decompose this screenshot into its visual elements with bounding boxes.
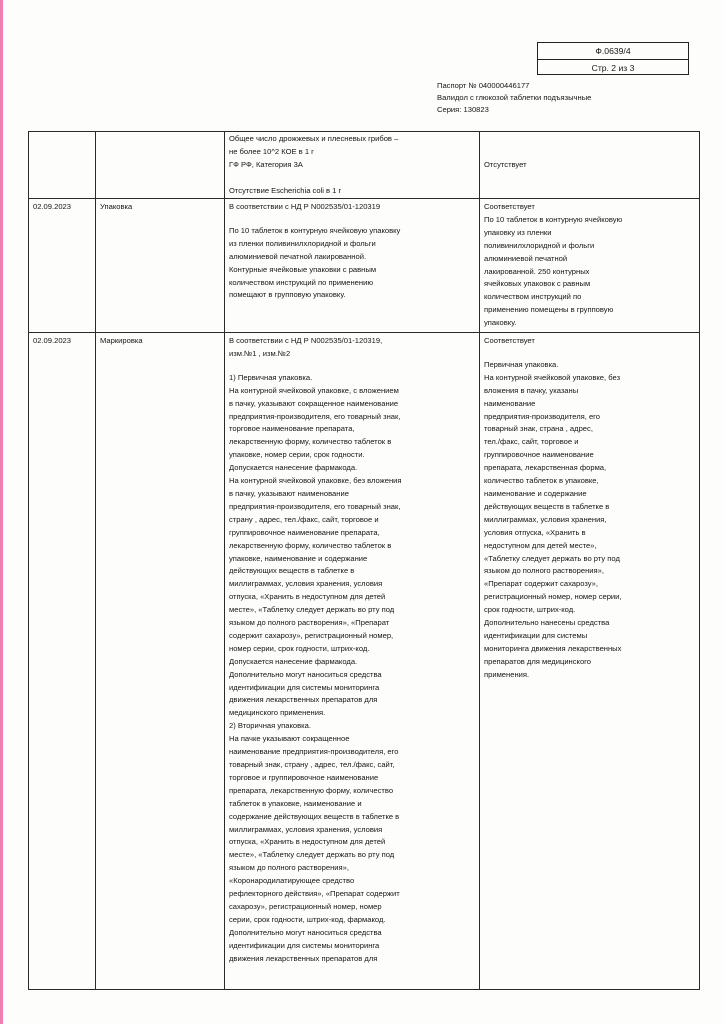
spacer <box>484 348 695 359</box>
result-text: Первичная упаковка. На контурной ячейковой упаковке, без вложения в пачку, указаны наименование предприятия-производителя, его товарный знак, страна , адрес, тел./факс, сайт, торговое и группировочное наименование препарата, лекарственная форма, количество таблеток в упаковке, наименование и содержание действующих веществ в таблетке в миллиграммах, условия хранения, условия отпуска, «Хранить в недоступном для детей месте», «Таблетку следует держать во рту под языком до полного растворения», «Препарат содержит сахарозу», регистрационный номер, номер серии, срок годности, штрих-код. Дополнительно нанесены средства идентификации для системы мониторинга движения лекарственных препаратов для медицинского применения. <box>484 359 622 679</box>
spacer <box>229 214 475 225</box>
analysis-table <box>28 131 700 990</box>
page-edge-stripe <box>0 0 3 1024</box>
indicator-cell: Маркировка <box>96 333 225 990</box>
result-text: Соответствует По 10 таблеток в контурную ячейковую упаковку из пленки поливинилхлоридной и фольги алюминиевой печатной лакированной. 250 контурных ячейковых упаковок с равным количеством инструкций по применению помещены в групповую упаковку. <box>484 202 623 328</box>
passport-header <box>437 80 591 116</box>
requirement-cell <box>225 132 480 199</box>
result-text: Отсутствует <box>484 160 527 169</box>
date-cell: 02.09.2023 <box>29 199 96 333</box>
table-row <box>29 199 700 333</box>
date-cell: 02.09.2023 <box>29 333 96 990</box>
result-cell <box>480 333 700 990</box>
form-code-box <box>537 42 689 75</box>
table-row <box>29 132 700 199</box>
requirement-text: 1) Первичная упаковка. На контурной ячейковой упаковке, с вложением в пачку, указывают сокращенное наименование предприятия-производителя, его товарный знак, торговое наименование препарата, лекарственную форму, количество таблеток в упаковке, номер серии, срок годности. Допускается нанесение фармакода. На контурной ячейковой упаковке, без вложения в пачку, указывают наименование предприятия-производителя, его товарный знак, страну , адрес, тел./факс, сайт, торговое и группировочное наименование препарата, лекарственную форму, количество таблеток в упаковке, наименование и содержание действующих веществ в таблетке в миллиграммах, условия хранения, условия отпуска, «Хранить в недоступном для детей месте», «Таблетку следует держать во рту под языком до полного растворения», «Препарат содержит сахарозу», регистрационный номер, номер серии, срок годности, штрих-код. Допускается нанесение фармакода. Дополнительно могут наноситься средства идентификации для системы мониторинга движения лекарственных препаратов для медицинского применения. 2) Вторичная упаковка. На пачке указывают сокращенное наименование предприятия-производителя, его товарный знак, страну , адрес, тел./факс, сайт, торговое и группировочное наименование препарата, лекарственную форму, количество таблеток в упаковке, наименование и содержание действующих веществ в таблетке в миллиграммах, условия хранения, условия отпуска, «Хранить в недоступном для детей месте», «Таблетку следует держать во рту под языком до полного растворения», «Коронародилатирующее средство рефлекторного действия», «Препарат содержит сахарозу», регистрационный номер, номер серии, срок годности, штрих-код, фармакод. Дополнительно могут наноситься средства идентификации для системы мониторинга движения лекарственных препаратов для <box>229 372 402 963</box>
page-number: Стр. 2 из 3 <box>591 63 635 73</box>
requirement-text: По 10 таблеток в контурную ячейковую упаковку из пленки поливинилхлоридной и фольги алюминиевой печатной лакированной. Контурные ячейковые упаковки с равным количеством инструкций по применению помещают в групповую упаковку. <box>229 225 401 300</box>
product-name: Валидол с глюкозой таблетки подъязычные <box>437 93 592 102</box>
indicator-cell: Упаковка <box>96 199 225 333</box>
requirement-cell <box>225 199 480 333</box>
result-cell <box>480 199 700 333</box>
form-code: Ф.0639/4 <box>538 43 688 60</box>
indicator-cell <box>96 132 225 199</box>
result-cell <box>480 132 700 199</box>
requirement-head: В соответствии с НД Р N002535/01-120319, изм.№1 , изм.№2 <box>229 336 383 358</box>
requirement-cell <box>225 333 480 990</box>
spacer <box>229 361 475 372</box>
date-cell <box>29 132 96 199</box>
series-number: Серия: 130823 <box>437 105 489 114</box>
requirement-head: В соответствии с НД Р N002535/01-120319 <box>229 202 381 211</box>
result-status: Соответствует <box>484 336 535 345</box>
passport-number: Паспорт № 040000446177 <box>437 81 530 90</box>
requirement-text: Общее число дрожжевых и плесневых грибов – не более 10^2 КОЕ в 1 г ГФ РФ, Категория 3А Отсутствие Escherichia coli в 1 г <box>229 134 399 195</box>
table-row <box>29 333 700 990</box>
